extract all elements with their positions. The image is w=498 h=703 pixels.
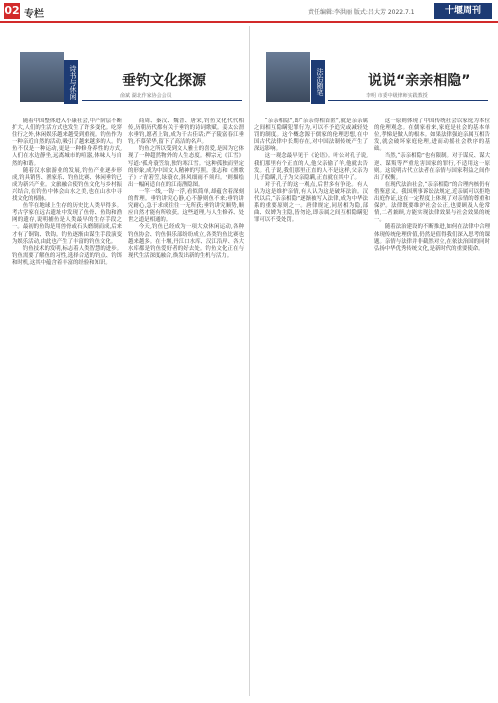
article-author-left: 俞斌 湖北作家协会会员 xyxy=(120,93,172,99)
article-body-right-col1 xyxy=(254,118,368,696)
article-title-right: 说说“亲亲相隐” xyxy=(368,73,471,89)
paragraph: 今天,钓鱼已经成为一项大众休闲运动,各种钓鱼协会、钓鱼俱乐部纷纷成立,各类钓鱼比赛也越来越多。在十堰,丹江口水库、汉江沿岸、各大水库都是钓鱼爱好者的好去处。钓鱼文化正在与现代生活深度融合,焕发出新的生机与活力。 xyxy=(128,224,244,259)
paragraph: 鱼竿在地球上生存的历史比人类早得多。考古学家在远古遗址中发现了鱼骨、鱼钩和渔网的遗存,说明捕鱼是人类最早的生存手段之一。最初的鱼钩是用兽骨或石头磨制而成,后来才有了铜钩、铁钩。钓鱼逐渐由谋生手段演变为娱乐活动,由此也产生了丰富的钓鱼文化。 xyxy=(12,203,122,245)
newspaper-brand: 十堰周刊 xyxy=(434,3,492,19)
paragraph: 对于孔子的这一观点,后世多有争论。有人认为这是维护亲情,有人认为这是破坏法治。汉代以后,“亲亲相隐”逐渐被写入法律,成为中华法系的重要原则之一。唐律规定,同居相为隐,部曲、奴婢为主隐,皆勿论,即亲属之间互相隐瞒犯罪可以不受处罚。 xyxy=(254,181,368,224)
title-rule-right xyxy=(328,100,488,101)
header-rule xyxy=(0,21,498,23)
article-author-right: 李明 市委中级律师实践教授 xyxy=(366,93,428,99)
paragraph: 钓鱼技术的发明,标志着人类智慧的进步。钓鱼需要了解鱼的习性,选择合适的钓点、钓饵和时机,这其中蕴含着丰富的经验和知识。 xyxy=(12,245,122,266)
article-body-left-col1 xyxy=(12,118,122,696)
title-rule-left xyxy=(82,100,242,101)
column-tag-left: 诗书与休闲 xyxy=(64,60,78,104)
paragraph: “亲亲相隐”,即“亲亲得相首匿”,就是亲亲属之间相互隐瞒犯罪行为,可以不予追究或减轻处罚的制度。这个概念源于儒家的伦理思想,在中国古代法律中长期存在,对中国法制传统产生了深远影响。 xyxy=(254,118,368,153)
paragraph: 当然,“亲亲相隐”也有限制。对于谋反、谋大逆、谋叛等严重危害国家的罪行,不适用这一原则。这说明古代立法者在亲情与国家利益之间作出了权衡。 xyxy=(374,153,490,181)
paragraph: 一竿一线,一钩一浮,看似简单,却蕴含着深刻的哲理。垂钓讲究心静,心不静则鱼不来;垂钓讲究耐心,急于求成往往一无所获;垂钓讲究顺势,顺应自然才能有所收获。这些道理,与人生修养、处世之道是相通的。 xyxy=(128,188,244,224)
paragraph: 在现代法治社会,“亲亲相隐”的合理内核仍有借鉴意义。我国刑事诉讼法规定,近亲属可以拒绝出庭作证,这在一定程度上体现了对亲情的尊重和保护。法律既要维护社会公正,也要顾及人伦常情,二者兼顾,方能实现法律效果与社会效果的统一。 xyxy=(374,181,490,224)
column-tag-right: 法治随笔 xyxy=(311,60,325,104)
page-header xyxy=(0,0,498,22)
paragraph: 随着汉水旅游业的发展,钓鱼产业逐步形成,钓具销售、渔家乐、钓鱼比赛、休闲垂钓已成为新兴产业。文旅融合使钓鱼文化与乡村振兴结合,在钓鱼中体会山水之美,也在山水中寻找文化的根脉。 xyxy=(12,167,122,203)
author-photo-left xyxy=(20,52,64,102)
paragraph: 这一观念最早见于《论语》。叶公对孔子说,我们那里有个正直的人,他父亲偷了羊,他就去告发。孔子说,我们那里正直的人不是这样,父亲为儿子隐瞒,儿子为父亲隐瞒,正直就在其中了。 xyxy=(254,153,368,181)
paragraph: 这一原则体现了中国传统社会以家庭为本位的伦理观念。在儒家看来,家庭是社会的基本单位,孝悌是做人的根本。如果法律强迫亲属互相告发,就会破坏家庭伦理,进而动摇社会秩序的基础。 xyxy=(374,118,490,153)
article-body-right-col2 xyxy=(374,118,490,696)
author-photo-right xyxy=(266,52,310,102)
article-body-left-col2 xyxy=(128,118,244,696)
editor-meta: 责任编辑:李洪丽 版式:吕大芳 2022.7.1 xyxy=(308,9,415,16)
section-label: 专栏 xyxy=(24,9,44,20)
article-title-left: 垂钓文化探源 xyxy=(122,73,206,89)
page-number: 02 xyxy=(4,4,20,17)
column-divider xyxy=(249,26,250,696)
paragraph: 随着中国整体进入小康社会,中产阶层不断扩大,人们的生活方式也发生了许多变化。吃穿住行之外,休闲娱乐越来越受到重视。钓鱼作为一种亲近自然的活动,吸引了越来越多的人。钓鱼不仅是一种运动,更是一种修身养性的方式,人们在水边静坐,远离城市的喧嚣,体味人与自然的和谐。 xyxy=(12,118,122,167)
paragraph: 钓鱼之所以受到文人雅士的喜爱,是因为它体现了一种超然物外的人生态度。柳宗元《江雪》写道:'孤舟蓑笠翁,独钓寒江雪。'这种孤独而坚定的形象,成为中国文人精神的写照。张志和《渔歌子》:'青箬笠,绿蓑衣,斜风细雨不须归。'则描绘出一幅闲适自在的江南渔隐图。 xyxy=(128,146,244,188)
paragraph: 随着法治建设的不断推进,如何在法律中合理体现传统伦理价值,仍然是值得我们深入思考的课题。亲情与法律并非截然对立,在依法治国的同时弘扬中华优秀传统文化,是新时代的重要使命。 xyxy=(374,224,490,252)
paragraph: 商周、秦汉、魏晋、唐宋,钓鱼文化代代相传,历朝历代都有关于垂钓的诗词歌赋。姜太公渭水垂钓,愿者上钩,成为千古佳话;严子陵富春江垂钓,不慕荣华,留下了高洁的名声。 xyxy=(128,118,244,146)
